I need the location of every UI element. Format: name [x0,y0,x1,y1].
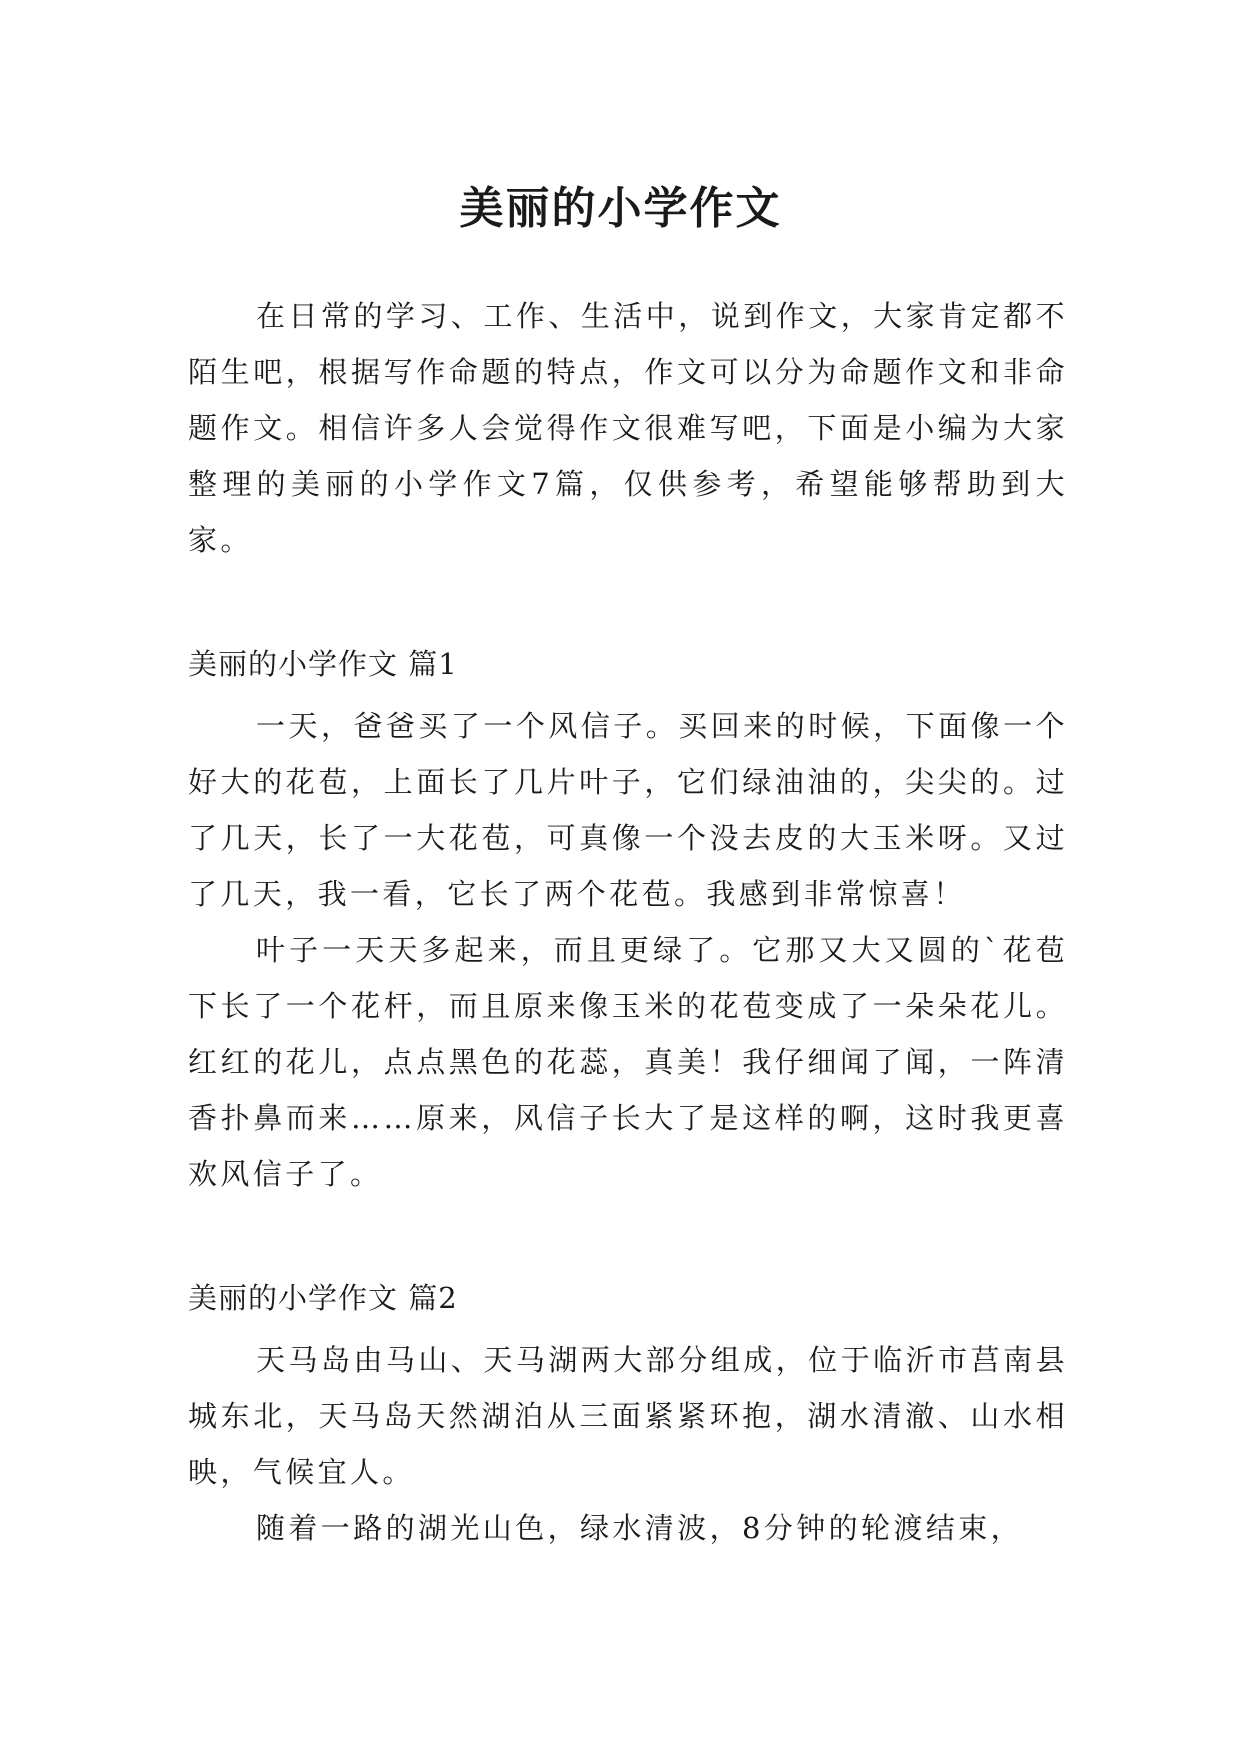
section-1-paragraph-1: 一天，爸爸买了一个风信子。买回来的时候，下面像一个好大的花苞，上面长了几片叶子，它们绿油油的，尖尖的。过了几天，长了一大花苞，可真像一个没去皮的大玉米呀。又过了几天，我一看，它长了两个花苞。我感到非常惊喜！ [188,709,1068,911]
section-2-paragraph-1: 天马岛由马山、天马湖两大部分组成，位于临沂市莒南县城东北，天马岛天然湖泊从三面紧紧环抱，湖水清澈、山水相映，气候宜人。 [188,1343,1068,1489]
section-spacer [188,1202,1068,1270]
document-body [188,288,1068,1556]
document-title: 美丽的小学作文 [459,183,782,235]
section-spacer [188,568,1068,636]
section-1-paragraph-2: 叶子一天天多起来，而且更绿了。它那又大又圆的`花苞下长了一个花杆，而且原来像玉米的花苞变成了一朵朵花儿。红红的花儿，点点黑色的花蕊，真美！我仔细闻了闻，一阵清香扑鼻而来……原来，风信子长大了是这样的啊，这时我更喜欢风信子了。 [188,933,1068,1191]
section-heading-2: 美丽的小学作文 篇2 [188,1281,458,1315]
section-2-paragraph-2: 随着一路的湖光山色，绿水清波，8分钟的轮渡结束， [256,1511,1024,1545]
section-heading-1: 美丽的小学作文 篇1 [188,647,458,681]
intro-paragraph: 在日常的学习、工作、生活中，说到作文，大家肯定都不陌生吧，根据写作命题的特点，作文可以分为命题作文和非命题作文。相信许多人会觉得作文很难写吧，下面是小编为大家整理的美丽的小学作文7篇，仅供参考，希望能够帮助到大家。 [188,299,1068,557]
